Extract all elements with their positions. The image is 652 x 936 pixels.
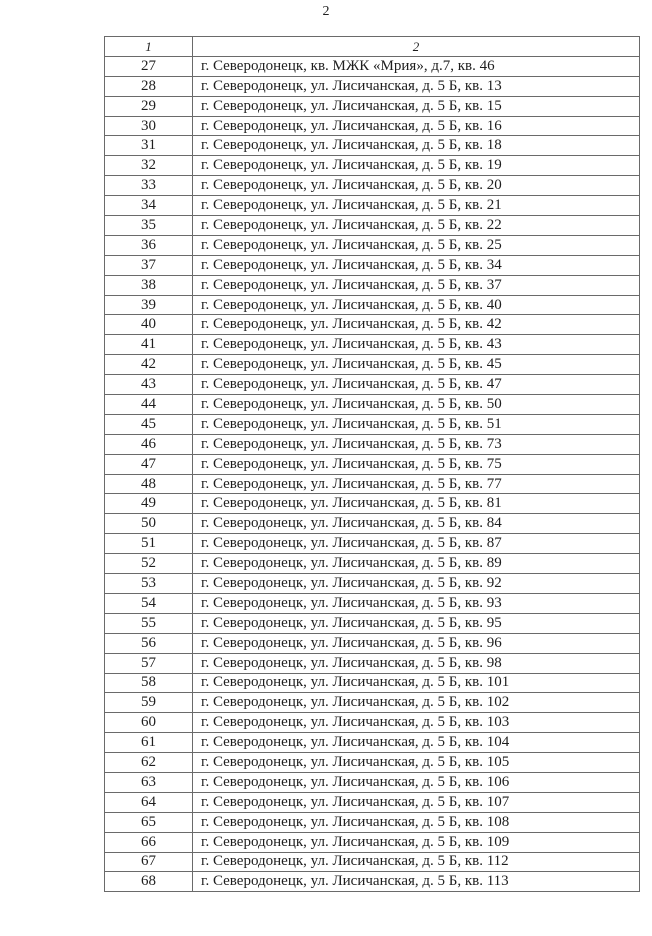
- row-address: г. Северодонецк, ул. Лисичанская, д. 5 Б, кв. 109: [193, 832, 640, 852]
- table-row: [105, 633, 640, 653]
- row-address: г. Северодонецк, ул. Лисичанская, д. 5 Б, кв. 84: [193, 514, 640, 534]
- row-address: г. Северодонецк, кв. МЖК «Мрия», д.7, кв. 46: [193, 56, 640, 76]
- row-number: 46: [105, 434, 193, 454]
- row-number: 33: [105, 176, 193, 196]
- row-address: г. Северодонецк, ул. Лисичанская, д. 5 Б, кв. 81: [193, 494, 640, 514]
- row-number: 55: [105, 613, 193, 633]
- table-row: [105, 812, 640, 832]
- table-row: [105, 434, 640, 454]
- row-number: 30: [105, 116, 193, 136]
- table-row: [105, 56, 640, 76]
- row-number: 54: [105, 593, 193, 613]
- table-row: [105, 375, 640, 395]
- table-row: [105, 156, 640, 176]
- row-number: 57: [105, 653, 193, 673]
- table-row: [105, 96, 640, 116]
- table-row: [105, 653, 640, 673]
- row-address: г. Северодонецк, ул. Лисичанская, д. 5 Б, кв. 87: [193, 534, 640, 554]
- row-number: 39: [105, 295, 193, 315]
- table-row: [105, 753, 640, 773]
- table-row: [105, 593, 640, 613]
- row-number: 65: [105, 812, 193, 832]
- table-row: [105, 772, 640, 792]
- row-number: 51: [105, 534, 193, 554]
- row-address: г. Северодонецк, ул. Лисичанская, д. 5 Б, кв. 107: [193, 792, 640, 812]
- row-number: 53: [105, 574, 193, 594]
- row-address: г. Северодонецк, ул. Лисичанская, д. 5 Б, кв. 20: [193, 176, 640, 196]
- row-address: г. Северодонецк, ул. Лисичанская, д. 5 Б, кв. 101: [193, 673, 640, 693]
- row-number: 64: [105, 792, 193, 812]
- table-row: [105, 792, 640, 812]
- row-address: г. Северодонецк, ул. Лисичанская, д. 5 Б, кв. 96: [193, 633, 640, 653]
- row-address: г. Северодонецк, ул. Лисичанская, д. 5 Б, кв. 16: [193, 116, 640, 136]
- table-row: [105, 554, 640, 574]
- table-row: [105, 713, 640, 733]
- row-address: г. Северодонецк, ул. Лисичанская, д. 5 Б, кв. 106: [193, 772, 640, 792]
- row-number: 36: [105, 235, 193, 255]
- table-row: [105, 116, 640, 136]
- row-number: 43: [105, 375, 193, 395]
- row-number: 67: [105, 852, 193, 872]
- table-row: [105, 613, 640, 633]
- row-address: г. Северодонецк, ул. Лисичанская, д. 5 Б, кв. 40: [193, 295, 640, 315]
- row-number: 61: [105, 733, 193, 753]
- row-number: 35: [105, 216, 193, 236]
- table-row: [105, 852, 640, 872]
- table-row: [105, 295, 640, 315]
- row-number: 32: [105, 156, 193, 176]
- row-address: г. Северодонецк, ул. Лисичанская, д. 5 Б, кв. 51: [193, 414, 640, 434]
- row-number: 44: [105, 395, 193, 415]
- row-address: г. Северодонецк, ул. Лисичанская, д. 5 Б, кв. 105: [193, 753, 640, 773]
- row-number: 45: [105, 414, 193, 434]
- row-number: 56: [105, 633, 193, 653]
- row-address: г. Северодонецк, ул. Лисичанская, д. 5 Б, кв. 45: [193, 355, 640, 375]
- row-number: 40: [105, 315, 193, 335]
- table-row: [105, 514, 640, 534]
- header-column-address: 2: [193, 37, 640, 57]
- table-row: [105, 196, 640, 216]
- table-row: [105, 176, 640, 196]
- address-table: [104, 36, 640, 892]
- table-row: [105, 872, 640, 892]
- row-address: г. Северодонецк, ул. Лисичанская, д. 5 Б, кв. 25: [193, 235, 640, 255]
- table-row: [105, 216, 640, 236]
- row-number: 50: [105, 514, 193, 534]
- row-number: 47: [105, 454, 193, 474]
- table-body: [105, 56, 640, 891]
- row-number: 68: [105, 872, 193, 892]
- row-number: 62: [105, 753, 193, 773]
- row-address: г. Северодонецк, ул. Лисичанская, д. 5 Б, кв. 73: [193, 434, 640, 454]
- row-address: г. Северодонецк, ул. Лисичанская, д. 5 Б, кв. 47: [193, 375, 640, 395]
- row-address: г. Северодонецк, ул. Лисичанская, д. 5 Б, кв. 34: [193, 255, 640, 275]
- row-address: г. Северодонецк, ул. Лисичанская, д. 5 Б, кв. 92: [193, 574, 640, 594]
- row-address: г. Северодонецк, ул. Лисичанская, д. 5 Б, кв. 95: [193, 613, 640, 633]
- row-number: 60: [105, 713, 193, 733]
- table-row: [105, 534, 640, 554]
- row-number: 31: [105, 136, 193, 156]
- row-address: г. Северодонецк, ул. Лисичанская, д. 5 Б, кв. 98: [193, 653, 640, 673]
- table-row: [105, 574, 640, 594]
- row-number: 38: [105, 275, 193, 295]
- table-row: [105, 335, 640, 355]
- table-row: [105, 673, 640, 693]
- row-number: 63: [105, 772, 193, 792]
- table-row: [105, 355, 640, 375]
- row-address: г. Северодонецк, ул. Лисичанская, д. 5 Б, кв. 112: [193, 852, 640, 872]
- table-row: [105, 275, 640, 295]
- row-address: г. Северодонецк, ул. Лисичанская, д. 5 Б, кв. 75: [193, 454, 640, 474]
- header-column-number: 1: [105, 37, 193, 57]
- table-row: [105, 414, 640, 434]
- row-address: г. Северодонецк, ул. Лисичанская, д. 5 Б, кв. 15: [193, 96, 640, 116]
- row-address: г. Северодонецк, ул. Лисичанская, д. 5 Б, кв. 42: [193, 315, 640, 335]
- row-address: г. Северодонецк, ул. Лисичанская, д. 5 Б, кв. 37: [193, 275, 640, 295]
- table-row: [105, 733, 640, 753]
- row-number: 41: [105, 335, 193, 355]
- row-address: г. Северодонецк, ул. Лисичанская, д. 5 Б, кв. 113: [193, 872, 640, 892]
- row-number: 52: [105, 554, 193, 574]
- table-row: [105, 832, 640, 852]
- row-address: г. Северодонецк, ул. Лисичанская, д. 5 Б, кв. 108: [193, 812, 640, 832]
- row-number: 58: [105, 673, 193, 693]
- row-number: 37: [105, 255, 193, 275]
- row-address: г. Северодонецк, ул. Лисичанская, д. 5 Б, кв. 104: [193, 733, 640, 753]
- table-row: [105, 454, 640, 474]
- row-address: г. Северодонецк, ул. Лисичанская, д. 5 Б, кв. 103: [193, 713, 640, 733]
- row-number: 29: [105, 96, 193, 116]
- row-address: г. Северодонецк, ул. Лисичанская, д. 5 Б, кв. 89: [193, 554, 640, 574]
- table-row: [105, 693, 640, 713]
- row-address: г. Северодонецк, ул. Лисичанская, д. 5 Б, кв. 93: [193, 593, 640, 613]
- table-row: [105, 315, 640, 335]
- row-number: 49: [105, 494, 193, 514]
- table-row: [105, 494, 640, 514]
- table-row: [105, 255, 640, 275]
- table-row: [105, 136, 640, 156]
- table-row: [105, 395, 640, 415]
- row-address: г. Северодонецк, ул. Лисичанская, д. 5 Б, кв. 22: [193, 216, 640, 236]
- table-row: [105, 76, 640, 96]
- row-number: 48: [105, 474, 193, 494]
- row-address: г. Северодонецк, ул. Лисичанская, д. 5 Б, кв. 50: [193, 395, 640, 415]
- table-row: [105, 235, 640, 255]
- row-number: 27: [105, 56, 193, 76]
- row-address: г. Северодонецк, ул. Лисичанская, д. 5 Б, кв. 43: [193, 335, 640, 355]
- row-number: 34: [105, 196, 193, 216]
- row-number: 42: [105, 355, 193, 375]
- page-number: 2: [322, 4, 330, 19]
- row-address: г. Северодонецк, ул. Лисичанская, д. 5 Б, кв. 18: [193, 136, 640, 156]
- row-number: 66: [105, 832, 193, 852]
- table-header-row: [105, 37, 640, 57]
- row-number: 28: [105, 76, 193, 96]
- row-number: 59: [105, 693, 193, 713]
- row-address: г. Северодонецк, ул. Лисичанская, д. 5 Б, кв. 102: [193, 693, 640, 713]
- row-address: г. Северодонецк, ул. Лисичанская, д. 5 Б, кв. 77: [193, 474, 640, 494]
- row-address: г. Северодонецк, ул. Лисичанская, д. 5 Б, кв. 21: [193, 196, 640, 216]
- row-address: г. Северодонецк, ул. Лисичанская, д. 5 Б, кв. 19: [193, 156, 640, 176]
- table-row: [105, 474, 640, 494]
- row-address: г. Северодонецк, ул. Лисичанская, д. 5 Б, кв. 13: [193, 76, 640, 96]
